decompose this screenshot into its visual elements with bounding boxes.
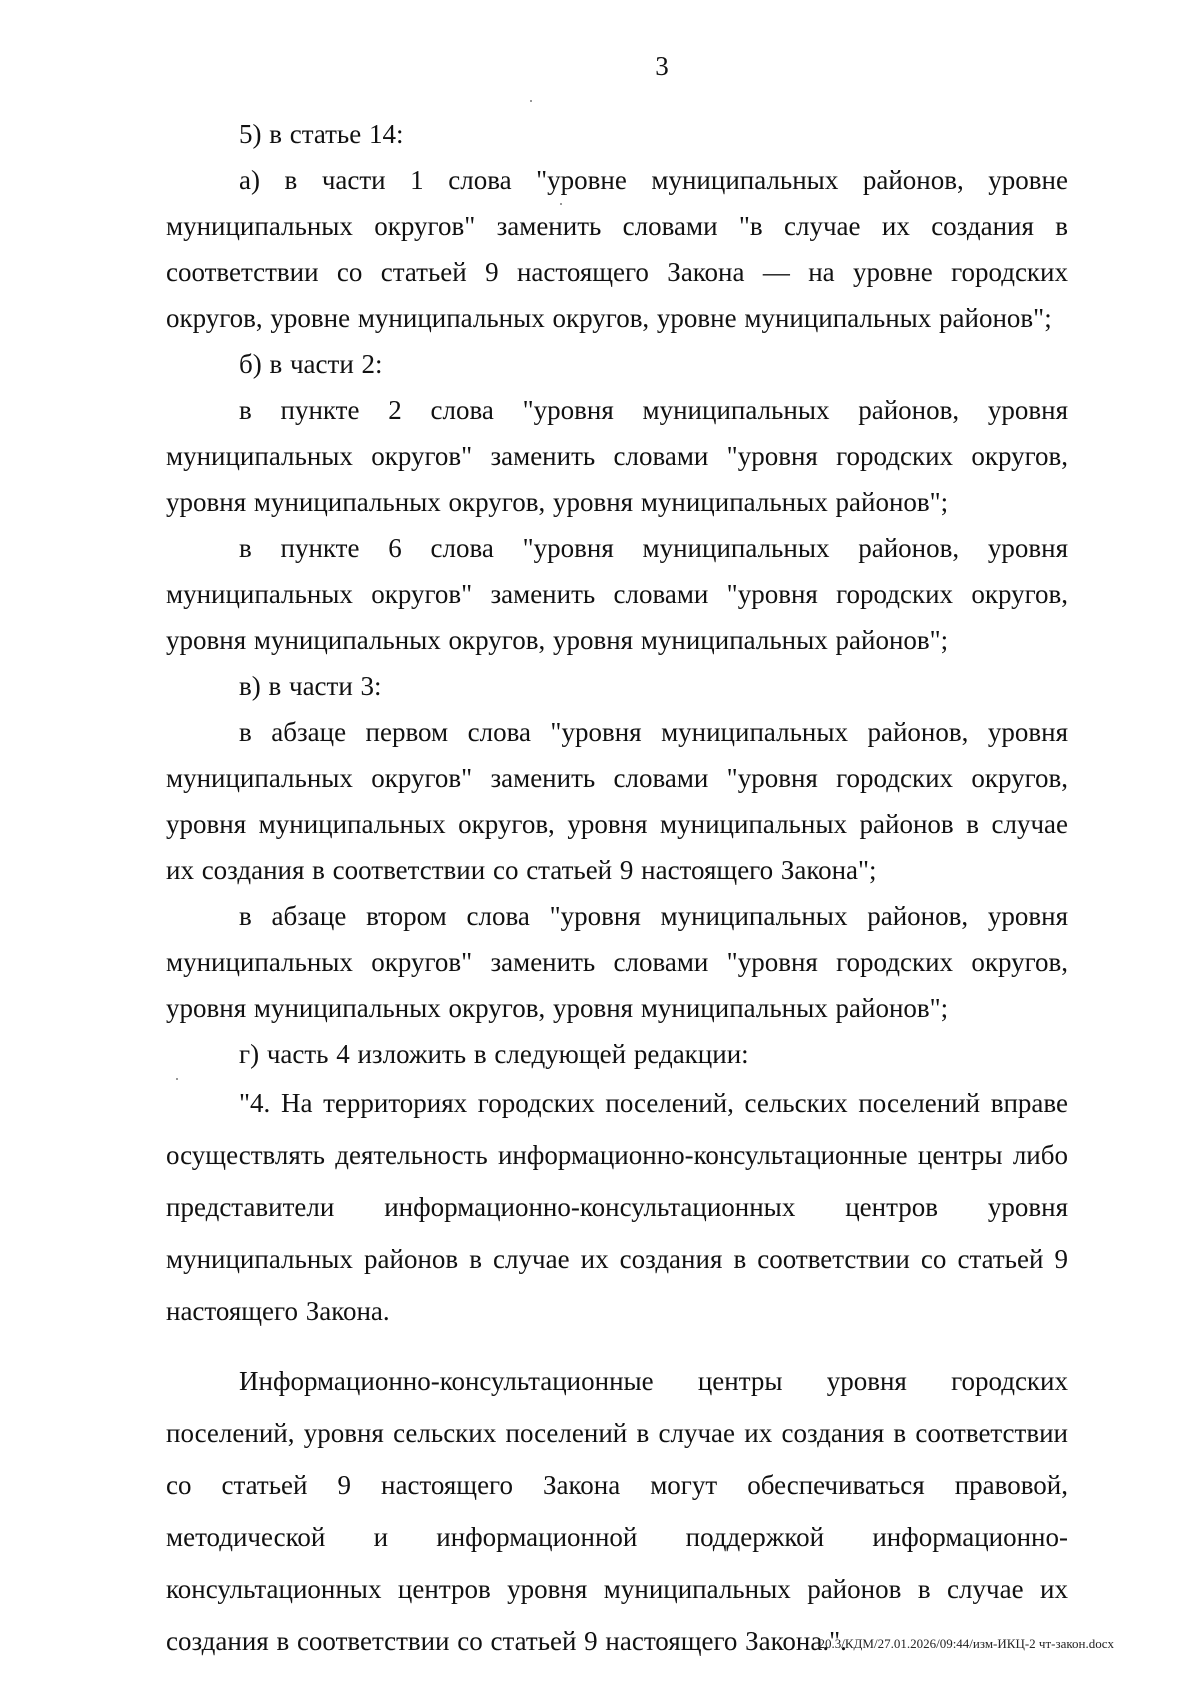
paragraph-point-6: в пункте 6 слова "уровня муниципальных районов, уровня муниципальных округов" заменить словами "уровня городских округов, уровня муниципальных округов, уровня муниципальных районов"; xyxy=(166,533,1068,655)
paragraph-second-abzac: в абзаце втором слова "уровня муниципальных районов, уровня муниципальных округов" заменить словами "уровня городских округов, уровня муниципальных округов, уровня муниципальных районов"; xyxy=(166,901,1068,1023)
paragraph-new-part-4-continued: Информационно-консультационные центры уровня городских поселений, уровня сельских поселений в случае их создания в соответствии со статьей 9 настоящего Закона могут обеспечиваться правовой, методической и информационной поддержкой информационно-консультационных центров уровня муниципальных районов в случае их создания в соответствии со статьей 9 настоящего Закона.". xyxy=(166,1366,1068,1656)
paragraph-part-2-heading: б) в части 2: xyxy=(239,349,383,379)
paragraph-first-abzac: в абзаце первом слова "уровня муниципальных районов, уровня муниципальных округов" заменить словами "уровня городских округов, уровня муниципальных округов, уровня муниципальных районов в случае их создания в соответствии со статьей 9 настоящего Закона"; xyxy=(166,717,1068,885)
scan-speck xyxy=(530,100,532,102)
paragraph-part-1: а) в части 1 слова "уровне муниципальных районов, уровне муниципальных округов" заменить словами "в случае их создания в соответствии со статьей 9 настоящего Закона — на уровне городских округов, уровне муниципальных округов, уровне муниципальных районов"; xyxy=(166,165,1068,333)
paragraph-new-part-4: "4. На территориях городских поселений, сельских поселений вправе осуществлять деятельность информационно-консультационные центры либо представители информационно-консультационных центров уровня муниципальных районов в случае их создания в соответствии со статьей 9 настоящего Закона. xyxy=(166,1088,1068,1326)
paragraph-part-4-heading: г) часть 4 изложить в следующей редакции: xyxy=(239,1039,749,1069)
file-stamp-footer: 20.3/КДМ/27.01.2026/09:44/изм-ИКЦ-2 чт-закон.docx xyxy=(818,1636,1114,1651)
scan-speck xyxy=(176,1078,178,1080)
page-number: 3 xyxy=(655,51,669,81)
paragraph-part-3-heading: в) в части 3: xyxy=(239,671,382,701)
paragraph-article-14: 5) в статье 14: xyxy=(239,119,404,149)
document-body xyxy=(166,111,1068,1667)
paragraph-point-2: в пункте 2 слова "уровня муниципальных районов, уровня муниципальных округов" заменить словами "уровня городских округов, уровня муниципальных округов, уровня муниципальных районов"; xyxy=(166,395,1068,517)
scan-speck xyxy=(560,203,562,205)
